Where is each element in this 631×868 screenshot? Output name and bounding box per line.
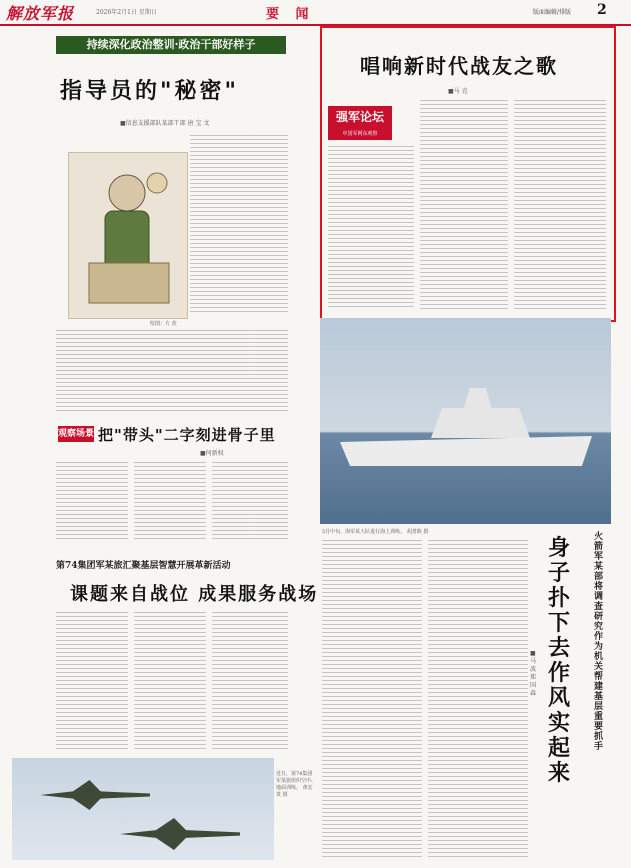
body-text [420,100,508,310]
body-text [56,462,128,540]
body-text [190,135,288,315]
paper-logo: 解放军报 [6,4,75,23]
body-text [322,540,422,858]
illustration-soldier [68,152,188,319]
body-text [134,612,206,752]
body-text [134,462,206,540]
body-text [56,612,128,752]
body-text [514,100,606,310]
section-title: 要 闻 [266,7,315,22]
photo-jets [12,758,274,860]
kicker-service: 第74集团军某旅汇聚基层智慧开展革新活动 [56,561,231,571]
body-text [212,612,288,752]
edition-line: 版面编辑/排版 [533,9,572,16]
illustration-credit: 绘图：方 茨 [150,321,177,327]
page-number: 2 [597,2,607,18]
headline-mentor: 指导员的"秘密" [60,78,239,104]
headline-song: 唱响新时代战友之歌 [360,54,558,78]
photo-caption-jets: 近日，第74集团军某旅组织空中、地面训练。 黄宏贵 摄 [276,771,317,798]
column-tag: 强军论坛 [328,106,392,140]
column-tag-sub: 中国军网东观察 [328,128,392,140]
photo-caption-ship: 5月中旬，海军某大队进行海上训练。 胡善陈 摄 [322,529,429,535]
body-text [428,540,528,858]
byline-vertical: ■马 波 郑国 森 [530,650,537,697]
body-text [328,146,414,310]
headline-leading: 把"带头"二字刻进骨子里 [98,426,276,444]
kicker-vertical: 火箭军某部将调查研究作为机关帮建基层重要抓手 [594,532,604,752]
headline-service: 课题来自战位 成果服务战场 [70,584,319,605]
byline-mentor: ■信息支援部队某部干部 唐 宝 文 [120,120,210,127]
body-text [56,330,288,412]
column-tag: 观察场景 [58,426,94,442]
dateline: 2026年2月1日 星期日 [96,9,157,16]
body-text [212,462,288,540]
illustration-drawing [69,153,187,318]
headline-vertical: 身子扑下去 作风实起来 [548,535,571,786]
byline-song: ■马 克 [448,88,468,95]
series-banner: 持续深化政治整训·政治干部好样子 [56,36,286,54]
byline-leading: ■何新权 [200,450,224,457]
